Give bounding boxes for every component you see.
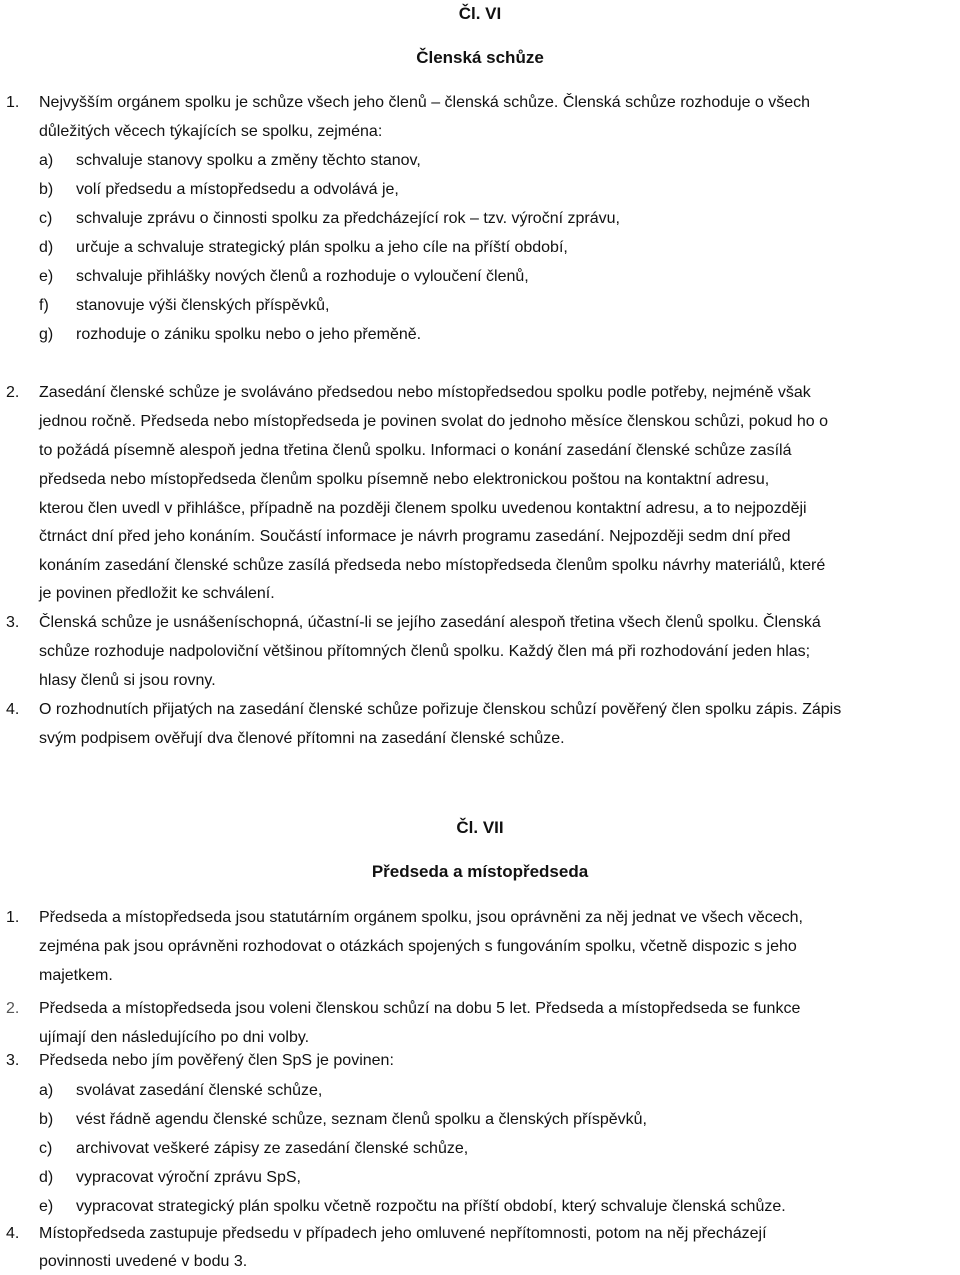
list-item-text: schvaluje přihlášky nových členů a rozhoduje o vyloučení členů,	[76, 268, 529, 285]
list-item-label: c)	[39, 210, 53, 227]
paragraph-number: 3.	[6, 614, 20, 631]
paragraph-number: 2.	[6, 1000, 20, 1017]
list-item-text: rozhoduje o zániku spolku nebo o jeho přeměně.	[76, 326, 422, 343]
article-heading: Čl. VI	[458, 4, 502, 23]
list-item-label: b)	[39, 181, 54, 198]
paragraph-line: povinnosti uvedené v bodu 3.	[39, 1253, 248, 1270]
list-item-label: a)	[39, 1082, 54, 1099]
paragraph-line: Předseda a místopředseda jsou voleni členskou schůzí na dobu 5 let. Předseda a místopředseda se funkce	[39, 1000, 801, 1017]
paragraph-line: konáním zasedání členské schůze zasílá předseda nebo místopředseda členům spolku návrhy materiálů, které	[39, 557, 826, 574]
paragraph-line: O rozhodnutích přijatých na zasedání členské schůze pořizuje členskou schůzí pověřený člen spolku zápis. Zápis	[39, 701, 842, 718]
list-item-text: svolávat zasedání členské schůze,	[76, 1082, 323, 1099]
paragraph-line: Předseda a místopředseda jsou statutárním orgánem spolku, jsou oprávněni za něj jednat ve všech věcech,	[39, 909, 803, 926]
list-item-text: stanovuje výši členských příspěvků,	[76, 297, 330, 314]
list-item-text: schvaluje stanovy spolku a změny těchto stanov,	[76, 152, 421, 169]
paragraph-line: ujímají den následujícího po dni volby.	[39, 1029, 310, 1046]
list-item-text: vypracovat strategický plán spolku včetně rozpočtu na příští období, který schvaluje členská schůze.	[76, 1198, 786, 1215]
paragraph-line: svým podpisem ověřují dva členové přítomni na zasedání členské schůze.	[39, 730, 565, 747]
paragraph-line: důležitých věcech týkajících se spolku, zejména:	[39, 123, 383, 140]
paragraph-line: předseda nebo místopředseda členům spolku písemně nebo elektronickou poštou na kontaktní adresu,	[39, 471, 770, 488]
list-item-label: e)	[39, 1198, 54, 1215]
paragraph-line: Nejvyšším orgánem spolku je schůze všech jeho členů – členská schůze. Členská schůze rozhoduje o všech	[39, 94, 811, 111]
list-item-label: d)	[39, 239, 54, 256]
paragraph-number: 3.	[6, 1052, 20, 1069]
paragraph-line: to požádá písemně alespoň jedna třetina členů spolku. Informaci o konání zasedání členské schůze zasílá	[39, 442, 792, 459]
section-title: Předseda a místopředseda	[371, 862, 589, 881]
list-item-label: e)	[39, 268, 54, 285]
paragraph-number: 1.	[6, 94, 20, 111]
list-item-label: b)	[39, 1111, 54, 1128]
list-item-text: volí předsedu a místopředsedu a odvolává je,	[76, 181, 399, 198]
paragraph-line: jednou ročně. Předseda nebo místopředseda je povinen svolat do jednoho měsíce členskou schůzi, pokud ho o	[39, 413, 828, 430]
paragraph-number: 4.	[6, 701, 20, 718]
list-item-label: d)	[39, 1169, 54, 1186]
paragraph-line: hlasy členů si jsou rovny.	[39, 672, 216, 689]
paragraph-number: 4.	[6, 1225, 20, 1242]
list-item-text: schvaluje zprávu o činnosti spolku za předcházející rok – tzv. výroční zprávu,	[76, 210, 620, 227]
list-item-label: g)	[39, 326, 54, 343]
paragraph-line: Členská schůze je usnášeníschopná, účastní-li se jejího zasedání alespoň třetina všech členů spolku. Členská	[39, 614, 821, 631]
paragraph-line: zejména pak jsou oprávněni rozhodovat o otázkách spojených s fungováním spolku, včetně dispozic s jeho	[39, 938, 797, 955]
list-item-label: c)	[39, 1140, 53, 1157]
list-item-label: a)	[39, 152, 54, 169]
paragraph-number: 2.	[6, 384, 20, 401]
list-item-text: vypracovat výroční zprávu SpS,	[76, 1169, 301, 1186]
article-heading: Čl. VII	[456, 818, 504, 837]
section-title: Členská schůze	[416, 48, 544, 67]
paragraph-number: 1.	[6, 909, 20, 926]
paragraph-line: čtrnáct dní před jeho konáním. Součástí informace je návrh programu zasedání. Nejpozději sedm dní před	[39, 528, 791, 545]
paragraph-line: schůze rozhoduje nadpoloviční většinou přítomných členů spolku. Každý člen má při rozhodování jeden hlas;	[39, 643, 811, 660]
paragraph-line: Zasedání členské schůze je svoláváno předsedou nebo místopředsedou spolku podle potřeby, nejméně však	[39, 384, 811, 401]
list-item-text: vést řádně agendu členské schůze, seznam členů spolku a členských příspěvků,	[76, 1111, 647, 1128]
list-item-text: určuje a schvaluje strategický plán spolku a jeho cíle na příští období,	[76, 239, 568, 256]
paragraph-line: Místopředseda zastupuje předsedu v případech jeho omluvené nepřítomnosti, potom na něj přecházejí	[39, 1225, 767, 1242]
list-item-label: f)	[39, 297, 49, 314]
paragraph-line: kterou člen uvedl v přihlášce, případně na později členem spolku uvedenou kontaktní adresu, a to nejpozději	[39, 500, 807, 517]
paragraph-line: Předseda nebo jím pověřený člen SpS je povinen:	[39, 1052, 394, 1069]
list-item-text: archivovat veškeré zápisy ze zasedání členské schůze,	[76, 1140, 469, 1157]
paragraph-line: majetkem.	[39, 967, 113, 984]
paragraph-line: je povinen předložit ke schválení.	[39, 585, 275, 602]
